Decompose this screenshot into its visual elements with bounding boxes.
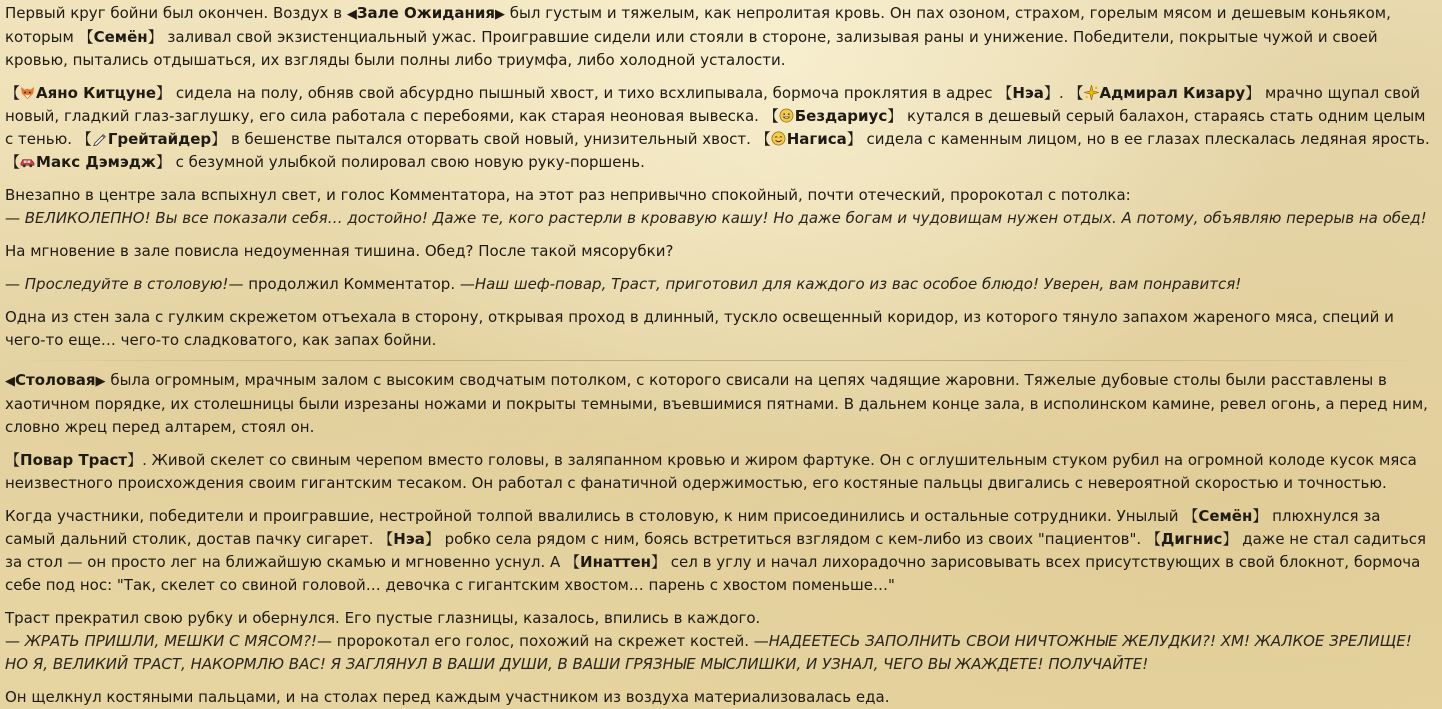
p9-text-4: даже не стал садиться за стол — он просто лег на ближайшую скамью и мгновенно уснул. А <box>5 530 1427 571</box>
p2-text-4: кутался в дешевый серый балахон, стараясь стать одним целым с тенью. <box>5 107 1426 148</box>
character-tag-bezdarius <box>764 107 903 125</box>
p2-text-2: . <box>1058 84 1069 102</box>
bracket-open: 【 <box>763 107 779 125</box>
paragraph-9 <box>5 505 1432 597</box>
paragraph-11: Он щелкнул костяными пальцами, и на столах перед каждым участником из воздуха материализовалась еда. <box>5 688 890 706</box>
character-tag-ayano <box>5 84 171 102</box>
bracket-close: 】 <box>155 153 171 171</box>
p1-text-3: заливал свой экзистенциальный ужас. Проигравшие сидели или стояли в стороне, зализывая раны и унижение. Победители, покрытые чужой и своей кровью, пытались отдышаться, их взгляды были полны либо триумфа, либо холодной усталости. <box>5 28 1378 69</box>
p3-line-1: Внезапно в центре зала вспыхнул свет, и голос Комментатора, на этот раз непривычно спокойный, почти отеческий, пророкотал с потолка: <box>5 186 1131 204</box>
character-name: Дигнис <box>1160 530 1223 548</box>
bracket-open: 【 <box>1183 507 1199 525</box>
right-triangle: ▶ <box>494 7 505 22</box>
p10-line-1: Траст прекратил свою рубку и обернулся. Его пустые глазницы, казалось, впились в каждого. <box>5 609 761 627</box>
bracket-open: 【 <box>1068 84 1084 102</box>
character-name: Макс Дэмэдж <box>36 153 156 171</box>
character-tag-greytaider <box>77 130 108 148</box>
bracket-open: 【 <box>755 130 771 148</box>
p9-text-1: Когда участники, победители и проигравшие, нестройной толпой ввалились в столовую, к ним присоединились и остальные сотрудники. Унылый <box>5 507 1184 525</box>
bracket-open: 【 <box>5 153 21 171</box>
bracket-open: 【 <box>5 84 21 102</box>
p5-text-1: — продолжил Комментатор. — <box>228 275 475 293</box>
p10-italic-1: — ЖРАТЬ ПРИШЛИ, МЕШКИ С МЯСОМ?! <box>5 632 317 650</box>
bracket-close: 】 <box>1222 530 1238 548</box>
paragraph-10 <box>5 607 1432 676</box>
character-tag-inatten <box>565 553 666 571</box>
character-tag-semen <box>1183 507 1267 525</box>
character-tag-greytaider-name <box>108 130 226 148</box>
character-tag-nea <box>997 84 1059 102</box>
pen-icon <box>92 131 107 146</box>
location-name: Столовая <box>15 371 96 389</box>
p1-text-2: был густым и тяжелым, как непролитая кровь. Он пах озоном, страхом, горелым мясом и дешевым коньяком, которым <box>5 4 1391 46</box>
character-tag-semen <box>79 28 163 46</box>
p1-text-1: Первый круг бойни был окончен. Воздух в <box>5 4 347 22</box>
bracket-open: 【 <box>997 84 1013 102</box>
fox-icon <box>20 85 35 100</box>
bracket-close: 】 <box>424 530 440 548</box>
character-name: Инаттен <box>580 553 652 571</box>
p2-text-3: мрачно щупал свой новый, гладкий глаз-заглушку, его сила работала с перебоями, как старая неоновая вывеска. <box>5 84 1420 125</box>
p8-text-1: . Живой скелет со свиным черепом вместо головы, в заляпанном кровью и жиром фартуке. Он с оглушительным стуком рубил на огромной колоде кусок мяса неизвестного происхождения своим гигантским тесаком. Он работал с фанатичной одержимостью, его костяные пальцы двигались с невероятной скоростью и точностью. <box>5 451 1417 492</box>
character-tag-nea <box>378 530 440 548</box>
paragraph-6: Одна из стен зала с гулким скрежетом отъехала в сторону, открывая проход в длинный, тускло освещенный коридор, из которого тянуло запахом жареного мяса, специй и чего-то еще… чего-то сладковатого, как запах бойни. <box>5 308 1394 349</box>
bracket-close: 】 <box>211 130 227 148</box>
sparkle-icon <box>1084 85 1099 100</box>
p2-text-7: с безумной улыбкой полировал свою новую руку-поршень. <box>170 153 645 171</box>
p9-text-2: плюхнулся за самый дальний столик, достав пачку сигарет. <box>5 507 1381 548</box>
p2-text-6: сидела с каменным лицом, но в ее глазах плескалась ледяная ярость. <box>861 130 1430 148</box>
character-name: Нэа <box>1012 84 1044 102</box>
character-tag-nagisa <box>756 130 862 148</box>
left-triangle: ◀ <box>346 7 357 22</box>
p10-italic-2: НАДЕЕТЕСЬ ЗАПОЛНИТЬ СВОИ НИЧТОЖНЫЕ ЖЕЛУДКИ?! ХМ! ЖАЛКОЕ ЗРЕЛИЩЕ! НО Я, ВЕЛИКИЙ ТРАСТ, НАКОРМЛЮ ВАС! Я ЗАГЛЯНУЛ В ВАШИ ДУШИ, В ВАШИ ГРЯЗНЫЕ МЫСЛИШКИ, И УЗНАЛ, ЧЕГО ВЫ ЖАЖДЕТЕ! ПОЛУЧАЙТЕ! <box>5 632 1412 673</box>
character-tag-max <box>5 153 171 171</box>
bracket-close: 】 <box>651 553 667 571</box>
p3-line-2: — ВЕЛИКОЛЕПНО! Вы все показали себя… достойно! Даже те, кого растерли в кровавую кашу! Но даже богам и чудовищам нужен отдых. А потому, объявляю перерыв на обед! <box>5 209 1427 227</box>
location-tag-waiting-hall <box>347 4 505 22</box>
character-name: Грейтайдер <box>107 130 212 148</box>
paragraph-8 <box>5 449 1432 495</box>
paragraph-3 <box>5 184 1432 230</box>
location-name: Зале Ожидания <box>356 4 495 22</box>
bracket-open: 【 <box>565 553 581 571</box>
character-name: Нэа <box>393 530 425 548</box>
car-icon <box>20 154 35 169</box>
right-triangle: ▶ <box>95 374 106 389</box>
smiling-face-icon <box>771 131 786 146</box>
bracket-close: 】 <box>1245 84 1261 102</box>
p2-text-5: в бешенстве пытался оторвать свой новый, унизительный хвост. <box>226 130 756 148</box>
character-name: Аяно Китцуне <box>36 84 157 102</box>
p7-text-1: была огромным, мрачным залом с высоким сводчатым потолком, с которого свисали на цепях чадящие жаровни. Тяжелые дубовые столы были расставлены в хаотичном порядке, их столешницы были изрезаны ножами и покрыты темными, въевшимися пятнами. В дальнем конце зала, в исполинском камине, ревел огонь, а перед ним, словно жрец перед алтарем, стоял он. <box>5 371 1428 436</box>
character-name: Бездариус <box>794 107 888 125</box>
bracket-close: 】 <box>156 84 172 102</box>
character-tag-cook-trast <box>5 451 142 469</box>
paragraph-7 <box>5 369 1432 439</box>
paragraph-5 <box>5 273 1432 296</box>
paragraph-4: На мгновение в зале повисла недоуменная тишина. Обед? После такой мясорубки? <box>5 242 674 260</box>
p9-text-3: робко села рядом с ним, боясь встретиться взглядом с кем-либо из своих "пациентов". <box>439 530 1146 548</box>
bracket-close: 】 <box>887 107 903 125</box>
grinning-face-icon <box>779 108 794 123</box>
bracket-open: 【 <box>76 130 92 148</box>
character-name: Семён <box>93 28 148 46</box>
character-name: Семён <box>1198 507 1253 525</box>
paragraph-2 <box>5 82 1432 174</box>
p5-italic-2: Наш шеф-повар, Траст, приготовил для каждого из вас особое блюдо! Уверен, вам понравится! <box>474 275 1242 293</box>
location-tag-dining-hall <box>5 371 106 389</box>
character-name: Нагиса <box>786 130 847 148</box>
bracket-open: 【 <box>378 530 394 548</box>
left-triangle: ◀ <box>5 374 15 389</box>
character-name: Повар Траст <box>20 451 128 469</box>
bracket-open: 【 <box>1145 530 1161 548</box>
paragraph-1 <box>5 2 1432 72</box>
character-tag-dignis <box>1146 530 1238 548</box>
p5-italic-1: — Проследуйте в столовую! <box>5 275 229 293</box>
character-name: Адмирал Кизару <box>1099 84 1246 102</box>
bracket-close: 】 <box>846 130 862 148</box>
p2-text-1: сидела на полу, обняв свой абсурдно пышный хвост, и тихо всхлипывала, бормоча проклятия в адрес <box>171 84 998 102</box>
p10-text-1: — пророкотал его голос, похожий на скрежет костей. — <box>316 632 769 650</box>
section-divider <box>5 360 1432 361</box>
character-tag-kizaru <box>1068 84 1260 102</box>
bracket-close: 】 <box>1252 507 1268 525</box>
bracket-close: 】 <box>127 451 143 469</box>
bracket-close: 】 <box>147 28 163 46</box>
bracket-open: 【 <box>5 451 21 469</box>
p9-text-5: сел в углу и начал лихорадочно зарисовывать всех присутствующих в свой блокнот, бормоча себе под нос: "Так, скелет со свиной головой… девочка с гигантским хвостом… парень с хвостом поменьше…" <box>5 553 1421 594</box>
bracket-open: 【 <box>78 28 94 46</box>
bracket-close: 】 <box>1043 84 1059 102</box>
